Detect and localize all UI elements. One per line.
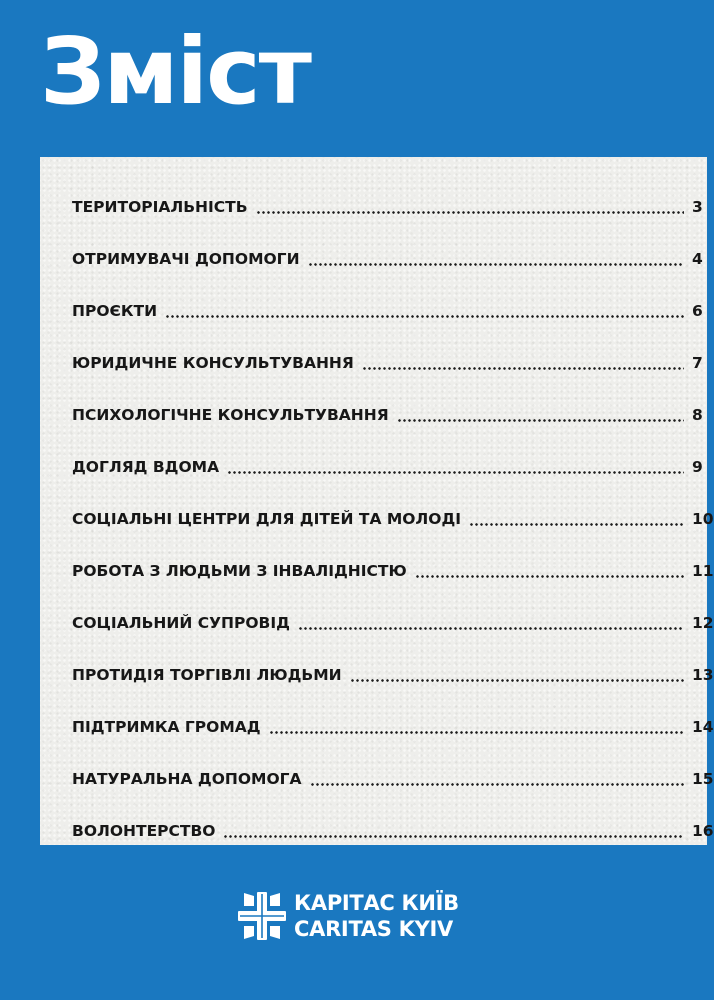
toc-entry-label: СОЦІАЛЬНИЙ СУПРОВІД [72, 614, 290, 632]
table-of-contents-panel [40, 157, 714, 845]
dot-leader [165, 315, 684, 318]
toc-page-number: 10 [692, 510, 714, 528]
toc-entry-label: ЮРИДИЧНЕ КОНСУЛЬТУВАННЯ [72, 354, 354, 372]
dot-leader [350, 679, 684, 682]
caritas-cross-icon [236, 890, 288, 942]
toc-row[interactable] [72, 603, 714, 633]
toc-row[interactable] [72, 811, 714, 841]
dot-leader [223, 835, 684, 838]
dot-leader [310, 783, 684, 786]
page-title: Зміст [40, 18, 310, 125]
dot-leader [269, 731, 684, 734]
logo-line-ukrainian: КАРІТАС КИЇВ [294, 891, 459, 915]
toc-row[interactable] [72, 395, 703, 425]
toc-row[interactable] [72, 551, 714, 581]
dot-leader [298, 627, 684, 630]
toc-page-number: 9 [692, 458, 703, 476]
toc-row[interactable] [72, 239, 703, 269]
toc-entry-label: СОЦІАЛЬНІ ЦЕНТРИ ДЛЯ ДІТЕЙ ТА МОЛОДІ [72, 510, 462, 528]
dot-leader [397, 419, 684, 422]
toc-row[interactable] [72, 707, 714, 737]
toc-entry-label: ТЕРИТОРІАЛЬНІСТЬ [72, 198, 248, 216]
toc-entry-label: ПСИХОЛОГІЧНЕ КОНСУЛЬТУВАННЯ [72, 406, 389, 424]
toc-page-number: 6 [692, 302, 703, 320]
toc-page-number: 13 [692, 666, 714, 684]
dot-leader [256, 211, 684, 214]
toc-page-number: 14 [692, 718, 714, 736]
dot-leader [308, 263, 684, 266]
logo-line-english: CARITAS KYIV [294, 917, 453, 941]
dot-leader [227, 471, 684, 474]
toc-entry-label: ПРОТИДІЯ ТОРГІВЛІ ЛЮДЬМИ [72, 666, 342, 684]
toc-entry-label: ОТРИМУВАЧІ ДОПОМОГИ [72, 250, 300, 268]
toc-row[interactable] [72, 499, 714, 529]
toc-page-number: 3 [692, 198, 703, 216]
toc-page-number: 11 [692, 562, 714, 580]
toc-row[interactable] [72, 655, 714, 685]
toc-page-number: 8 [692, 406, 703, 424]
toc-entry-label: ВОЛОНТЕРСТВО [72, 822, 216, 840]
toc-entry-label: НАТУРАЛЬНА ДОПОМОГА [72, 770, 302, 788]
logo-wordmark [294, 890, 459, 942]
toc-page-number: 7 [692, 354, 703, 372]
toc-entry-label: ДОГЛЯД ВДОМА [72, 458, 220, 476]
dot-leader [362, 367, 684, 370]
toc-page-number: 4 [692, 250, 703, 268]
toc-row[interactable] [72, 291, 703, 321]
toc-page-number: 15 [692, 770, 714, 788]
toc-entry-label: РОБОТА З ЛЮДЬМИ З ІНВАЛІДНІСТЮ [72, 562, 407, 580]
toc-page-number: 16 [692, 822, 714, 840]
toc-page-number: 12 [692, 614, 714, 632]
dot-leader [415, 575, 684, 578]
caritas-kyiv-logo[interactable] [236, 890, 459, 942]
toc-entry-label: ПРОЄКТИ [72, 302, 158, 320]
toc-row[interactable] [72, 343, 703, 373]
toc-row[interactable] [72, 759, 714, 789]
toc-row[interactable] [72, 187, 703, 217]
dot-leader [469, 523, 684, 526]
toc-row[interactable] [72, 447, 703, 477]
toc-entry-label: ПІДТРИМКА ГРОМАД [72, 718, 261, 736]
